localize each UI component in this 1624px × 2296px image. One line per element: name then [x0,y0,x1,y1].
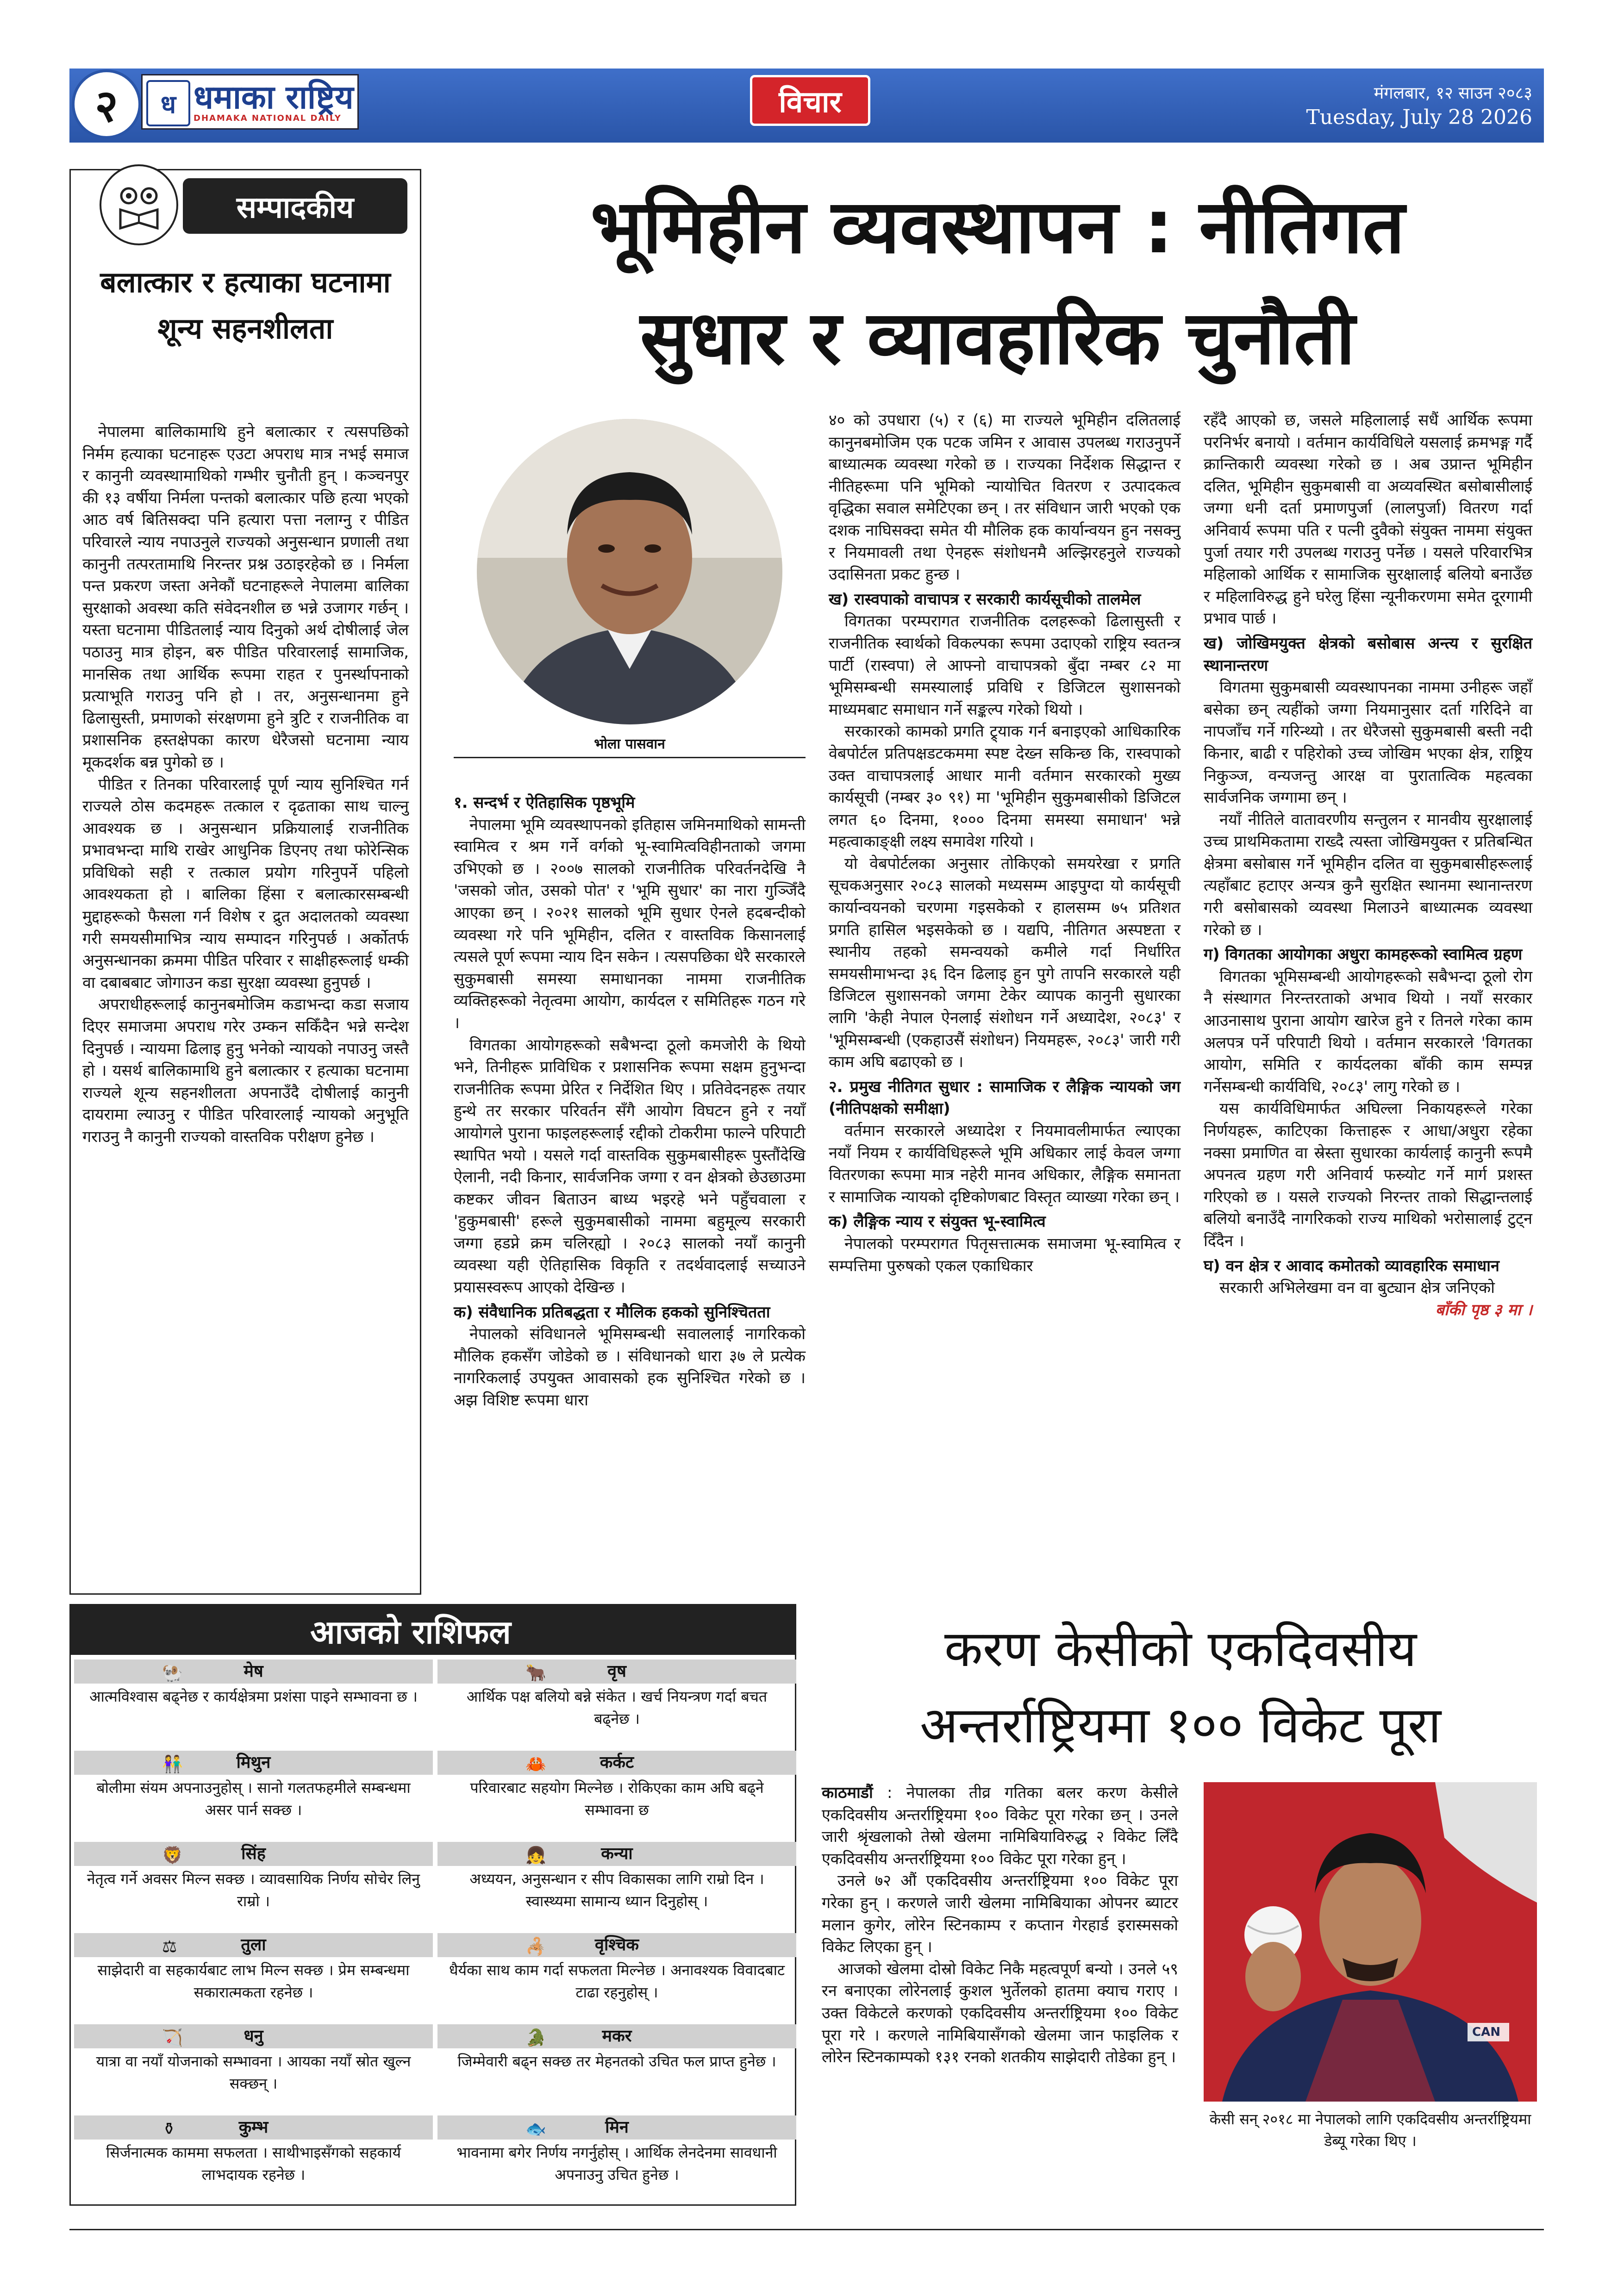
horoscope-sign [74,1933,433,2005]
cricket-paragraph: : नेपालका तीव्र गतिका बलर करण केसीले एकदिवसीय अन्तर्राष्ट्रियमा १०० विकेट पूरा गरेका छन् । उनले जारी श्रृंखलाको तेस्रो खेलमा नामिबियाविरुद्ध २ विकेट लिँदै एकदिवसीय अन्तर्राष्ट्रियमा १०० विकेट पूरा गरेका हुन् । [822,1784,1178,1868]
sign-name: वृश्चिक [594,1935,639,1954]
sign-name: तुला [241,1935,266,1954]
sign-text: नेतृत्व गर्ने अवसर मिल्न सक्छ । व्यावसायिक निर्णय सोचेर लिनु राम्रो । [87,1870,420,1910]
sign-name-bar [437,1660,796,1684]
subheading: १. सन्दर्भ र ऐतिहासिक पृष्ठभूमि [454,793,635,812]
zodiac-icon: 🐂 [525,1664,546,1683]
sign-text: यात्रा वा नयाँ योजनाको सम्भावना । आयका नयाँ स्रोत खुल्न सक्छन् । [96,2053,411,2092]
sign-name-bar [74,1842,433,1866]
divider [454,757,806,758]
article-paragraph: विगतमा सुकुमबासी व्यवस्थापनका नाममा उनीहरू जहाँ बसेका छन् त्यहींको जग्गा नियमानुसार दर्ता गरिदिने वा नापजाँच गर्ने गरिन्थ्यो । तर धेरैजसो सुकुमबासी बस्ती नदी किनार, बाढी र पहिरोको उच्च जोखिम भएका क्षेत्र, राष्ट्रिय निकुञ्ज, वन्यजन्तु आरक्ष वा पुरातात्विक महत्वका सार्वजनिक जग्गामा छन् । [1204,678,1532,807]
sign-name: कुम्भ [238,2118,269,2137]
sign-name: वृष [607,1662,626,1681]
section-label: विचार [750,75,870,126]
zodiac-icon: 🏹 [162,2028,183,2047]
subheading: घ) वन क्षेत्र र आवाद कमोतको व्यावहारिक समाधान [1204,1256,1499,1275]
horoscope-sign [437,1842,796,1914]
subheading: ग) विगतका आयोगका अधुरा कामहरूको स्वामित्व ग्रहण [1204,945,1523,964]
subheading: २. प्रमुख नीतिगत सुधार : सामाजिक र लैङ्गिक न्यायको जग (नीतिपक्षको समीक्षा) [829,1077,1181,1118]
logo-name: धमाका राष्ट्रिय [194,78,354,116]
article-column-2 [829,410,1181,1277]
sign-name-bar [437,1842,796,1866]
sign-text: परिवारबाट सहयोग मिल्नेछ । रोकिएका काम अघि बढ्ने सम्भावना छ [470,1779,764,1819]
subheading: क) संवैधानिक प्रतिबद्धता र मौलिक हकको सुनिश्चितता [454,1303,770,1322]
horoscope-sign [437,2115,796,2188]
sign-text: जिम्मेवारी बढ्न सक्छ तर मेहनतको उचित फल प्राप्त हुनेछ । [457,2053,776,2070]
zodiac-icon: 🐏 [162,1664,183,1683]
horoscope-sign [74,1660,433,1710]
sign-name-bar [74,2024,433,2048]
article-paragraph: रहँदै आएको छ, जसले महिलालाई सधैं आर्थिक रूपमा परनिर्भर बनायो । वर्तमान कार्यविधिले यसलाई क्रमभङ्ग गर्दै क्रान्तिकारी व्यवस्था गरेको छ । अब उप्रान्त भूमिहीन दलित, भूमिहीन सुकुमबासी वा अव्यवस्थित बसोबासीलाई जग्गा धनी दर्ता प्रमाणपुर्जा (लालपुर्जा) वितरण गर्दा अनिवार्य रूपमा पति र पत्नी दुवैको संयुक्त नाममा संयुक्त पुर्जा तयार गरी उपलब्ध गराउनु पर्नेछ । यसले परिवारभित्र महिलाको आर्थिक र सामाजिक सुरक्षालाई बलियो बनाउँछ र महिलाविरुद्ध हुने घरेलु हिंसा न्यूनीकरणमा समेत दूरगामी प्रभाव पार्छ । [1204,411,1532,628]
horoscope-header [69,1604,796,1655]
horoscope-sign [74,1751,433,1823]
sign-text: आर्थिक पक्ष बलियो बन्ने संकेत । खर्च नियन्त्रण गर्दा बचत बढ्नेछ । [466,1688,768,1728]
article-paragraph: विगतका परम्परागत राजनीतिक दलहरूको ढिलासुस्ती र राजनीतिक स्वार्थको विकल्पका रूपमा उदाएको राष्ट्रिय स्वतन्त्र पार्टी (रास्वपा) ले आफ्नो वाचापत्रको बुँदा नम्बर ८२ मा भूमिसम्बन्धी समस्यालाई प्रविधि र डिजिटल सुशासनको माध्यमबाट समाधान गर्ने सङ्कल्प गरेको थियो । [829,612,1181,719]
sign-name-bar [74,1933,433,1957]
horoscope-sign [437,1933,796,2005]
zodiac-icon: 🦁 [162,1846,183,1865]
editorial-paragraph: नेपालमा बालिकामाथि हुने बलात्कार र त्यसपछिको निर्मम हत्याका घटनाहरू एउटा अपराध मात्र नभई समाज र कानुनी व्यवस्थामाथिको गम्भीर चुनौती हुन् । कञ्चनपुर की १३ वर्षीया निर्मला पन्तको बलात्कार पछि हत्या भएको आठ वर्ष बितिसक्दा पनि हत्यारा पत्ता नलाग्नु र पीडित परिवारले न्याय नपाउनुले राज्यको अनुसन्धान प्रणाली तथा कानुनी तत्परतामाथि निरन्तर प्रश्न उठाइरहेको छ । निर्मला पन्त प्रकरण जस्ता अनेकौं घटनाहरूले नेपालमा बालिका सुरक्षाको अवस्था कति संवेदनशील छ भन्ने उजागर गर्छन् । यस्ता घटनामा पीडितलाई न्याय दिनुको अर्थ दोषीलाई जेल पठाउनु मात्र होइन, बरु पीडित परिवारलाई सामाजिक, मानसिक तथा आर्थिक रूपमा राहत र पुनर्स्थापनाको प्रत्याभूति गराउनु पनि हो । तर, अनुसन्धानमा हुने ढिलासुस्ती, प्रमाणको संरक्षणमा हुने त्रुटि र राजनीतिक वा प्रशासनिक हस्तक्षेपका कारण धेरैजसो घटनामा न्याय मूकदर्शक बन्न पुगेको छ । [82,423,409,772]
editorial-paragraph: अपराधीहरूलाई कानुनबमोजिम कडाभन्दा कडा सजाय दिएर समाजमा अपराध गरेर उम्कन सकिँदैन भन्ने सन्देश दिनुपर्छ । न्यायमा ढिलाइ हुनु भनेको न्यायको नपाउनु जस्तै हो । यसर्थ बालिकामाथि हुने बलात्कार र हत्याका घटनामा राज्यले शून्य सहनशीलता अपनाउँदै दोषीलाई कानुनी दायरामा ल्याउनु र पीडित परिवारलाई न्यायको अनुभूति गराउनु नै कानुनी राज्यको वास्तविक परीक्षण हुनेछ । [82,995,409,1146]
subheading: क) लैङ्गिक न्याय र संयुक्त भू-स्वामित्व [829,1212,1046,1231]
masthead-logo [141,74,359,130]
sign-name-bar [437,1751,796,1775]
cricket-paragraph: आजको खेलमा दोस्रो विकेट निकै महत्वपूर्ण बन्यो । उनले ५९ रन बनाएका लोरेनलाई कुशल भुर्तेलको हातमा क्याच गराए । उक्त विकेटले करणको एकदिवसीय अन्तर्राष्ट्रियमा १०० विकेट पूरा गरे । करणले नामिबियासँगको खेलमा जान फाइलिक र लोरेन स्टिनकाम्पको १३१ रनको शतकीय साझेदारी तोडेका हुन् । [822,1959,1178,2067]
editorial-paragraph: पीडित र तिनका परिवारलाई पूर्ण न्याय सुनिश्चित गर्न राज्यले ठोस कदमहरू तत्काल र दृढताका साथ चाल्नु आवश्यक छ । अनुसन्धान प्रक्रियालाई राजनीतिक प्रभावभन्दा माथि राखेर आधुनिक डिएनए तथा फोरेन्सिक प्रविधिको सही र तत्काल प्रयोग गरिनुपर्ने पहिलो आवश्यकता हो । बालिका हिंसा र बलात्कारसम्बन्धी मुद्दाहरूको फैसला गर्न विशेष र द्रुत अदालतको व्यवस्था गरी समयसीमाभित्र न्याय सम्पादन गरिनुपर्छ । अर्कोतर्फ अनुसन्धानका क्रममा पीडित परिवार र साक्षीहरूलाई धम्की वा दबाबबाट जोगाउन कडा सुरक्षा व्यवस्था हुनुपर्छ । [82,775,409,992]
article-column-3 [1204,410,1532,1321]
article-paragraph: नेपालको परम्परागत पितृसत्तात्मक समाजमा भू-स्वामित्व र सम्पत्तिमा पुरुषको एकल एकाधिकार [829,1234,1181,1275]
horoscope-sign [437,1660,796,1732]
sign-name: कर्कट [600,1753,634,1772]
subheading: ख) रास्वपाको वाचापत्र र सरकारी कार्यसूचीको तालमेल [829,590,1141,609]
footer-divider [69,2229,1544,2230]
jersey-badge: CAN [1472,2025,1500,2039]
sign-name-bar [437,2024,796,2048]
sign-text: अध्ययन, अनुसन्धान र सीप विकासका लागि राम्रो दिन । स्वास्थ्यमा सामान्य ध्यान दिनुहोस् । [469,1870,764,1910]
article-paragraph: यस कार्यविधिमार्फत अघिल्ला निकायहरूले गरेका निर्णयहरू, काटिएका कित्ताहरू र आधा/अधुरा रहेका नक्सा प्रमाणित वा स्रेस्ता सुधारका कार्यलाई कानुनी रूपमै अपनत्व ग्रहण गरी अनिवार्य फस्र्योट गर्ने मार्ग प्रशस्त गरिएको छ । यसले राज्यको निरन्तर ताको सिद्धान्तलाई बलियो बनाउँदै नागरिकको राज्य माथिको भरोसालाई टुट्न दिँदैन । [1204,1099,1532,1250]
horoscope-sign [437,2024,796,2074]
cricket-photo-caption: केसी सन् २०१८ मा नेपालको लागि एकदिवसीय अन्तर्राष्ट्रियमा डेब्यू गरेका थिए । [1209,2110,1531,2150]
horoscope-sign [74,2024,433,2096]
sign-name-bar [437,2115,796,2140]
zodiac-icon: 🐟 [525,2120,546,2139]
sign-text: बोलीमा संयम अपनाउनुहोस् । सानो गलतफहमीले सम्बन्धमा असर पार्न सक्छ । [96,1779,411,1819]
zodiac-icon: 🦂 [525,1937,546,1956]
sign-name: कन्या [601,1844,633,1863]
article-paragraph: विगतका आयोगहरूको सबैभन्दा ठूलो कमजोरी के थियो भने, तिनीहरू प्राविधिक र प्रशासनिक रूपमा सक्षम हुनुभन्दा राजनीतिक रूपमा प्रेरित र निर्देशित थिए । प्रतिवेदनहरू तयार हुन्थे तर सरकार परिवर्तन सँगै आयोग विघटन हुने र नयाँ आयोगले पुराना फाइलहरूलाई रद्दीको टोकरीमा फाल्ने परिपाटी स्थापित भयो । यसले गर्दा वास्तविक सुकुमबासीहरू पुस्तौंदेखि ऐलानी, नदी किनार, सार्वजनिक जग्गा र वन क्षेत्रको छेउछाउमा कष्टकर जीवन बिताउन बाध्य भइरहे भने पहुँचवाला र 'हुकुमबासी' हरूले सुकुमबासीको नाममा बहुमूल्य सरकारी जग्गा हडप्ने क्रम चलिरह्यो । २०८३ सालको नयाँ कानुनी व्यवस्था यही ऐतिहासिक विकृति र तदर्थवादलाई सच्याउने प्रयासस्वरूप आएको देखिन्छ । [454,1036,806,1297]
headline-line-1: भूमिहीन व्यवस्थापन : नीतिगत [590,183,1405,270]
sign-name: सिंह [241,1844,266,1863]
sign-text: आत्मविश्वास बढ्नेछ र कार्यक्षेत्रमा प्रशंसा पाइने सम्भावना छ । [89,1688,418,1705]
subheading: ख) जोखिमयुक्त क्षेत्रको बसोबास अन्त्य र सुरक्षित स्थानान्तरण [1204,634,1532,675]
article-paragraph: नेपालमा भूमि व्यवस्थापनको इतिहास जमिनमाथिको सामन्ती स्वामित्व र श्रम गर्ने वर्गको भू-स्वामित्वविहीनताको जगमा उभिएको छ । २००७ सालको राजनीतिक परिवर्तनदेखि नै 'जसको जोत, उसको पोत' र 'भूमि सुधार' का नारा गुञ्जिँदै आएका छन् । २०२१ सालको भूमि सुधार ऐनले हदबन्दीको व्यवस्था गरे पनि भूमिहीन, दलित र वास्तविक किसानलाई त्यसले पूर्ण रूपमा न्याय दिन सकेन । त्यसपछिका धेरै सरकारले सुकुमबासी समस्या समाधानका नाममा राजनीतिक व्यक्तिहरूको नेतृत्वमा आयोग, कार्यदल र समितिहरू गठन गरे । [454,815,806,1032]
zodiac-icon: ⚖ [162,1937,177,1956]
sign-name: मिथुन [236,1753,271,1772]
sign-name-bar [74,1751,433,1775]
sign-name: मकर [602,2027,632,2046]
article-paragraph: नयाँ नीतिले वातावरणीय सन्तुलन र मानवीय सुरक्षालाई उच्च प्राथमिकतामा राख्दै त्यस्ता जोखिमयुक्त र प्रतिबन्धित क्षेत्रमा बसोबास गर्ने भूमिहीन दलित वा सुकुमबासीहरूलाई त्यहाँबाट हटाएर अन्यत्र कुनै सुरक्षित स्थानमा स्थानान्तरण गरी बसोबासको व्यवस्था मिलाउने बाध्यात्मक व्यवस्था गरेको छ । [1204,810,1532,939]
cricket-photo [1204,1782,1537,2102]
cricket-dateline: काठमाडौं [822,1784,873,1802]
date-nepali: मंगलबार, १२ साउन २०८३ [1374,84,1532,103]
editorial-title: बलात्कार र हत्याका घटनामा शून्य सहनशीलता [100,265,391,345]
article-paragraph: ४० को उपधारा (५) र (६) मा राज्यले भूमिहीन दलितलाई कानुनबमोजिम एक पटक जमिन र आवास उपलब्ध गराउनुपर्ने बाध्यात्मक व्यवस्था गरेको छ । राज्यका निर्देशक सिद्धान्त र नीतिहरूमा पनि भूमिको न्यायोचित वितरण र उत्पादकत्व वृद्धिका सवाल समेटिएका छन् । तर संविधान जारी भएको एक दशक नाघिसक्दा समेत यी मौलिक हक कार्यान्वयन हुन नसक्नु र नियमावली तथा ऐनहरू संशोधनमै अल्झिरहनुले राज्यको उदासिनता प्रकट हुन्छ । [829,411,1181,584]
sign-text: साझेदारी वा सहकार्यबाट लाभ मिल्न सक्छ । प्रेम सम्बन्धमा सकारात्मकता रहनेछ । [97,1961,410,2001]
page-number: २ [72,69,141,139]
logo-subtitle: DHAMAKA NATIONAL DAILY [194,113,342,123]
date-english: Tuesday, July 28 2026 [1306,106,1532,129]
headline-line-2: सुधार र व्यावहारिक चुनौती [640,294,1355,381]
sign-name: धनु [244,2027,263,2046]
author-photo [477,419,782,724]
continued-note: बाँकी पृष्ठ ३ मा । [1435,1300,1532,1319]
sign-name: मेष [244,1662,263,1681]
article-column-1 [454,789,806,1412]
zodiac-icon: 🐊 [525,2028,546,2047]
sign-name: मिन [605,2118,629,2137]
cricket-headline-line-1: करण केसीको एकदिवसीय [944,1620,1417,1678]
sign-text: सिर्जनात्मक काममा सफलता । साथीभाइसँगको सहकार्य लाभदायक रहनेछ । [106,2144,401,2184]
editorial-body [82,421,409,1148]
sign-name-bar [74,2115,433,2140]
sign-name-bar [74,1660,433,1684]
sign-text: भावनामा बगेर निर्णय नगर्नुहोस् । आर्थिक लेनदेनमा सावधानी अपनाउनु उचित हुनेछ । [456,2144,777,2184]
article-paragraph: वर्तमान सरकारले अध्यादेश र नियमावलीमार्फत ल्याएका नयाँ नियम र कार्यविधिहरूले भूमि अधिकार लाई केवल जग्गा वितरणका रूपमा मात्र नहेरी मानव अधिकार, लैङ्गिक समानता र सामाजिक न्यायको दृष्टिकोणबाट विस्तृत व्याख्या गरेका छन् । [829,1122,1181,1206]
zodiac-icon: ⚱ [162,2120,176,2139]
article-paragraph: सरकारको कामको प्रगति ट्र्याक गर्न बनाइएको आधिकारिक वेबपोर्टल प्रतिपक्षडटकममा स्पष्ट देख्न सकिन्छ कि, रास्वपाको उक्त वाचापत्रलाई आधार मानी वर्तमान सरकारको मुख्य कार्यसूची (नम्बर ३० ९१) मा 'भूमिहीन सुकुमबासीको डिजिटल लगत ६० दिनमा, १००० दिनमा समस्या समाधान' भन्ने महत्वाकाङ्क्षी लक्ष्य समावेश गरियो । [829,722,1181,851]
article-paragraph: विगतका भूमिसम्बन्धी आयोगहरूको सबैभन्दा ठूलो रोग नै संस्थागत निरन्तरताको अभाव थियो । नयाँ सरकार आउनासाथ पुराना आयोग खारेज हुने र तिनले गरेका काम अलपत्र पर्ने परिपाटी थियो । वर्तमान सरकारले 'विगतका आयोग, समिति र कार्यदलका बाँकी काम सम्पन्न गर्नेसम्बन्धी कार्यविधि, २०८३' लागु गरेको छ । [1204,967,1532,1096]
editorial-emblem-icon [100,164,178,245]
editorial-label: सम्पादकीय [183,178,407,234]
article-paragraph: यो वेबपोर्टलका अनुसार तोकिएको समयरेखा र प्रगति सूचकअनुसार २०८३ सालको मध्यसम्म आइपुग्दा यो कार्यसूची कार्यान्वयनको चरणमा गइसकेको र हालसम्म ७५ प्रतिशत प्रगति हासिल भइसकेको छ । यद्यपि, नीतिगत अस्पष्टता र स्थानीय तहको समन्वयको कमीले गर्दा निर्धारित समयसीमाभन्दा ३६ दिन ढिलाइ हुन पुगे तापनि सरकारले यही डिजिटल सुशासनको जगमा टेकेर व्यापक कानुनी सुधारका लागि 'केही नेपाल ऐनलाई संशोधन गर्ने अध्यादेश, २०८३' र 'भूमिसम्बन्धी (एकहाउसैं संशोधन) नियमहरू, २०८३' जारी गरी काम अघि बढाएको छ । [829,854,1181,1072]
article-headline [468,171,1528,393]
author-name: भोला पासवान [594,736,665,752]
horoscope-sign [74,1842,433,1914]
horoscope-sign [437,1751,796,1823]
sign-text: धैर्यका साथ काम गर्दा सफलता मिल्नेछ । अनावश्यक विवादबाट टाढा रहनुहोस् । [449,1961,785,2001]
article-paragraph: सरकारी अभिलेखमा वन वा बुट्यान क्षेत्र जनिएको [1219,1279,1495,1298]
sign-name-bar [437,1933,796,1957]
zodiac-icon: 👫 [162,1755,183,1774]
logo-emblem-icon: ध [146,80,190,126]
horoscope-sign [74,2115,433,2188]
cricket-headline-line-2: अन्तर्राष्ट्रियमा १०० विकेट पूरा [919,1697,1442,1754]
zodiac-icon: 👧 [525,1846,546,1865]
cricket-paragraph: उनले ७२ औं एकदिवसीय अन्तर्राष्ट्रियमा १०० विकेट पूरा गरेका हुन् । करणले जारी खेलमा नामिबियाका ओपनर ब्याटर मलान कुगेर, लोरेन स्टिनकाम्प र कप्तान गेरहार्ड इरास्मसको विकेट लिएका हुन् । [822,1872,1178,1957]
cricket-headline [824,1611,1537,1764]
horoscope-title: आजको राशिफल [310,1613,511,1651]
zodiac-icon: 🦀 [525,1755,546,1774]
cricket-body [822,1782,1178,2069]
article-paragraph: नेपालको संविधानले भूमिसम्बन्धी सवाललाई नागरिकको मौलिक हकसँग जोडेको छ । संविधानको धारा ३७ ले प्रत्येक नागरिकलाई उपयुक्त आवासको हक सुनिश्चित गरेको छ । अझ विशिष्ट रूपमा धारा [454,1325,806,1410]
